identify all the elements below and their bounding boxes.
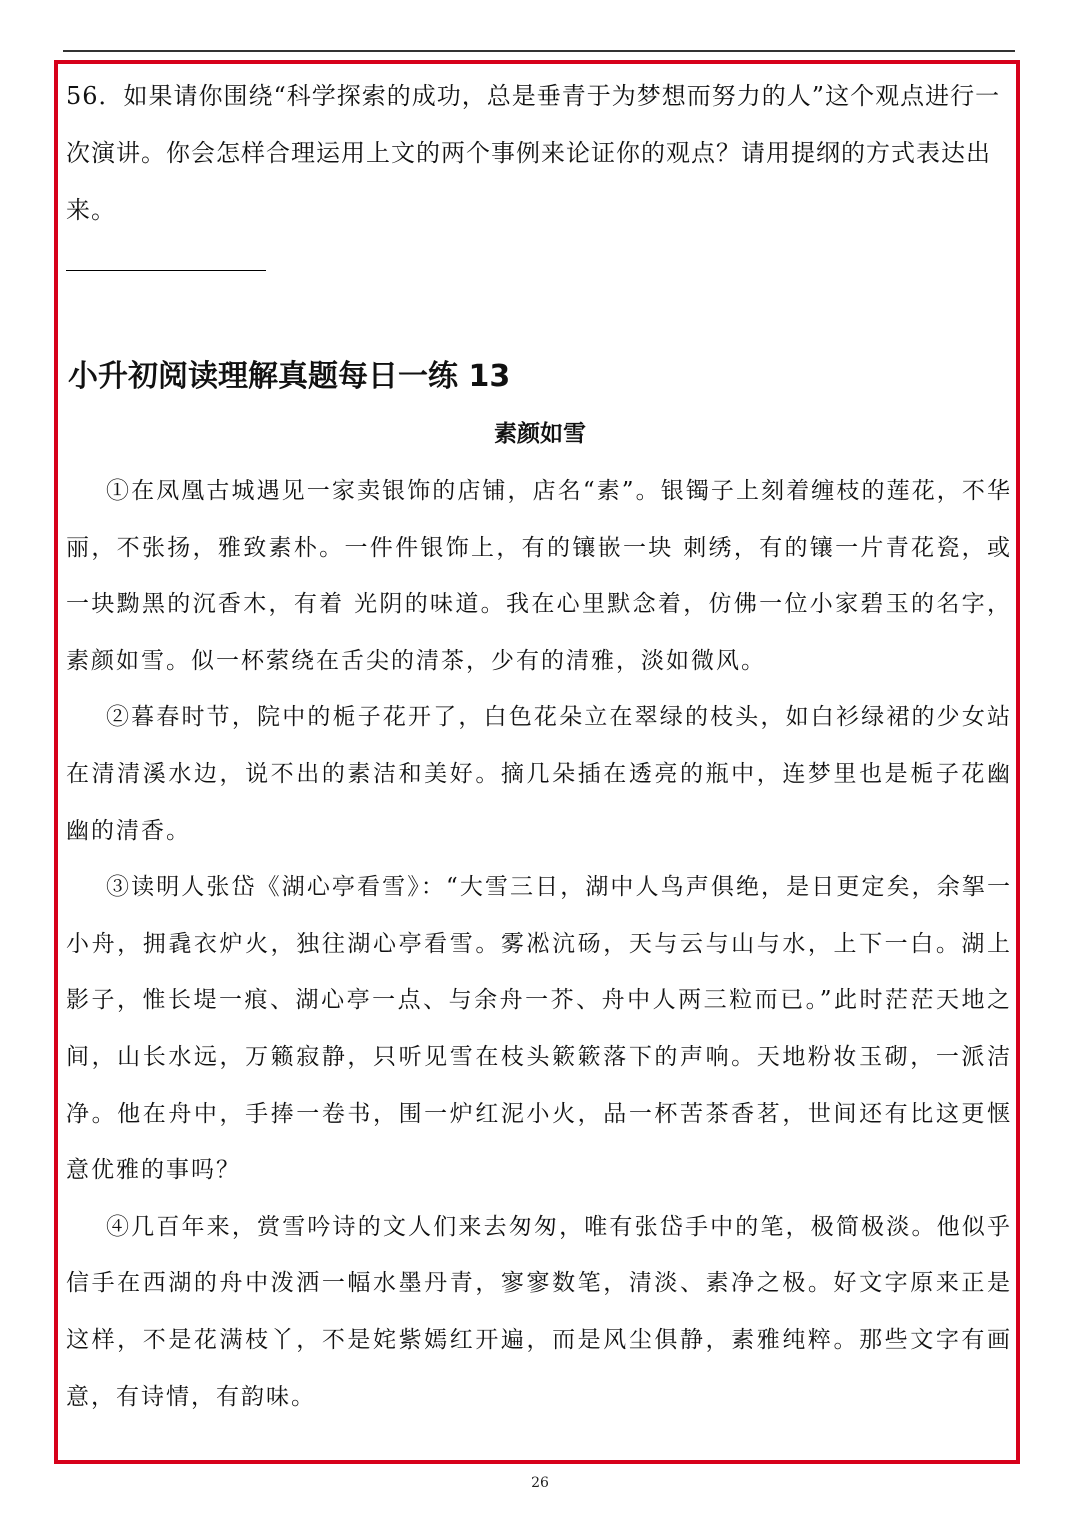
page-number: 26 bbox=[531, 1475, 549, 1491]
article-title: 素颜如雪 bbox=[494, 420, 586, 447]
header-rule bbox=[63, 50, 1015, 52]
paragraph-3: ③读明人张岱《湖心亭看雪》：“大雪三日，湖中人鸟声俱绝，是日更定矣，余挐一 小舟，拥毳衣炉火，独往湖心亭看雪。雾凇沆砀，天与云与山与水，上下一白。湖上影子，惟长堤一痕、湖心亭一点、与余舟一芥、舟中人两三粒而已。”此时茫茫天地之间，山长水远，万籁寂静，只听见雪在枝头簌簌落下的声响。天地粉妆玉砌，一派洁净。他在舟中，手捧一卷书，围一炉红泥小火，品一杯苦茶香茗，世间还有比这更惬意优雅的事吗？ bbox=[66, 874, 1012, 1184]
article-body bbox=[66, 463, 1012, 1425]
section-heading: 小升初阅读理解真题每日一练 13 bbox=[68, 359, 511, 394]
question-56: 56．如果请你围绕“科学探索的成功，总是垂青于为梦想而努力的人”这个观点进行一次演讲。你会怎样合理运用上文的两个事例来论证你的观点？请用提纲的方式表达出来。 bbox=[66, 82, 1001, 224]
answer-line[interactable] bbox=[66, 270, 266, 271]
paragraph-2: ②暮春时节，院中的栀子花开了，白色花朵立在翠绿的枝头，如白衫绿裙的少女站在清清溪水边，说不出的素洁和美好。摘几朵插在透亮的瓶中，连梦里也是栀子花幽幽的清香。 bbox=[66, 704, 1012, 844]
paragraph-4: ④几百年来，赏雪吟诗的文人们来去匆匆，唯有张岱手中的笔，极简极淡。他似乎信手在西湖的舟中泼洒一幅水墨丹青，寥寥数笔，清淡、素净之极。好文字原来正是这样，不是花满枝丫，不是姹紫嫣红开遍，而是风尘俱静，素雅纯粹。那些文字有画意，有诗情，有韵味。 bbox=[66, 1213, 1012, 1410]
paragraph-1: ①在凤凰古城遇见一家卖银饰的店铺，店名“素”。银镯子上刻着缠枝的莲花，不华丽，不张扬，雅致素朴。一件件银饰上，有的镶嵌一块 刺绣，有的镶一片青花瓷，或一块黝黑的沉香木，有着 光阴的味道。我在心里默念着，仿佛一位小家碧玉的名字，素颜如雪。似一杯萦绕在舌尖的清茶，少有的清雅，淡如微风。 bbox=[66, 478, 1012, 674]
